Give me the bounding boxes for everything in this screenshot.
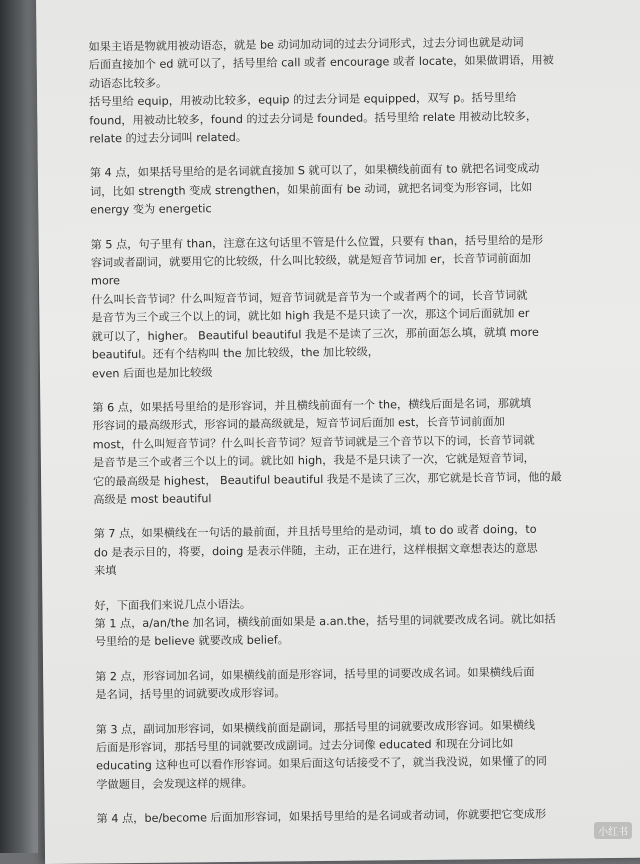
text-line: 词，比如 strength 变成 strengthen，如果前面有 be 动词，就把名词变为形容词，比如 (90, 180, 533, 199)
text-line: 是音节为三个或三个以上的词，就比如 high 我是不是只读了一次，那这个词后面就加 er (91, 307, 530, 325)
text-line: do 是表示目的，将要，doing 是表示伴随，主动，正在进行，这样根据文章想表达的意思 (93, 541, 538, 560)
paragraph (94, 520, 640, 581)
text-line: energy 变为 energetic (90, 202, 212, 217)
text-line: 容词或者副词，就要用它的比较级，什么叫比较级，就是短音节词加 er，长音节词前面加 (90, 251, 532, 270)
text-line: found，用被动比较多，found 的过去分词是 founded。括号里给 relate 用被动比较多， (89, 109, 538, 128)
text-line: 是名词，括号里的词就要改成形容词。 (95, 686, 286, 702)
book-page (36, 0, 640, 864)
text-line: 第 7 点，如果横线在一句话的最前面，并且括号里给的是动词，填 to do 或者 doing，to (93, 523, 537, 541)
text-line: 来填 (93, 564, 117, 578)
text-line: 括号里给 equip，用被动比较多，equip 的过去分词是 equipped，双写 p。括号里给 (89, 91, 517, 109)
book-binding (0, 0, 38, 853)
text-line: more (90, 274, 121, 288)
text-line: 就可以了，higher。 Beautiful beautiful 我是不是读了三次，那前面怎么填，就填 more (91, 325, 539, 344)
text-line: 后面直接加个 ed 就可以了，括号里给 call 或者 encourage 或者 locate，如果做谓语，用被 (88, 53, 554, 72)
text-line: most，什么叫短音节词？什么叫长音节词？短音节词就是三个音节以下的词，长音节词就 (92, 433, 535, 452)
paragraph (92, 394, 638, 510)
paragraph (96, 715, 640, 794)
text-line: even 后面也是加比较级 (91, 365, 213, 380)
text-line: 第 4 点，be/become 后面加形容词，如果括号里给的是名词或者动词，你就要把它变成形 (96, 807, 547, 826)
text-line: relate 的过去分词叫 related。 (89, 130, 248, 146)
text-line: 第 6 点，如果括号里给的是形容词，并且横线前面有一个 the，横线后面是名词，那就填 (92, 396, 532, 415)
text-line: beautiful。还有个结构叫 the 加比较级，the 加比较级， (91, 345, 379, 362)
paragraph (90, 159, 636, 220)
text-line: 第 3 点，副词加形容词，如果横线前面是副词，那括号里的词就要改成形容词。如果横线 (95, 718, 536, 737)
text-line: 第 4 点，如果括号里给的是名词就直接加 S 就可以了，如果横线前面有 to 就把名词变成动 (89, 162, 540, 180)
text-line: 第 1 点，a/an/the 加名词，横线前面如果是 a.an.the，括号里的词就要改成名词。就比如括 (94, 612, 556, 631)
paragraph (94, 591, 640, 652)
text-line: 好，下面我们来说几点小语法。 (94, 597, 252, 612)
text-line: 动语态比较多。 (88, 76, 168, 91)
page-text (88, 33, 640, 829)
text-line: 它的最高级是 highest， Beautiful beautiful 我是不是读了三次，那它就是长音节词，他的最 (93, 470, 562, 488)
text-line: 后面是形容词，那括号里的词就要改成副词。过去分词像 educated 和现在分词比如 (95, 737, 514, 755)
text-line: educating 这种也可以看作形容词。如果后面这句话接受不了，就当我没说，如果懂了的同 (96, 755, 548, 773)
text-line: 学做题目，会发现这样的规律。 (96, 776, 253, 792)
text-line: 是音节是三个或者三个以上的词。就比如 high，我是不是只读了一次，它就是短音节词， (92, 451, 535, 470)
text-line: 高级是 most beautiful (93, 492, 212, 507)
paragraph (95, 662, 640, 705)
text-line: 什么叫长音节词？什么叫短音节词，短音节词就是音节为一个或者两个的词，长音节词就 (91, 288, 528, 307)
text-line: 第 2 点，形容词加名词，如果横线前面是形容词，括号里的词要改成名词。如果横线后面 (95, 665, 535, 684)
text-line: 形容词的最高级形式，形容词的最高级就是，短音节词后面加 est，长音节词前面加 (92, 415, 505, 433)
paragraph (91, 230, 638, 383)
paragraph (88, 33, 634, 149)
watermark: 小红书 (594, 822, 632, 839)
text-line: 第 5 点，句子里有 than，注意在这句话里不管是什么位置，只要有 than，括号里给的是形 (90, 233, 544, 252)
text-line: 如果主语是物就用被动语态，就是 be 动词加动词的过去分词形式，过去分词也就是动词 (88, 35, 524, 54)
text-line: 号里给的是 believe 就要改成 belief。 (94, 633, 290, 649)
